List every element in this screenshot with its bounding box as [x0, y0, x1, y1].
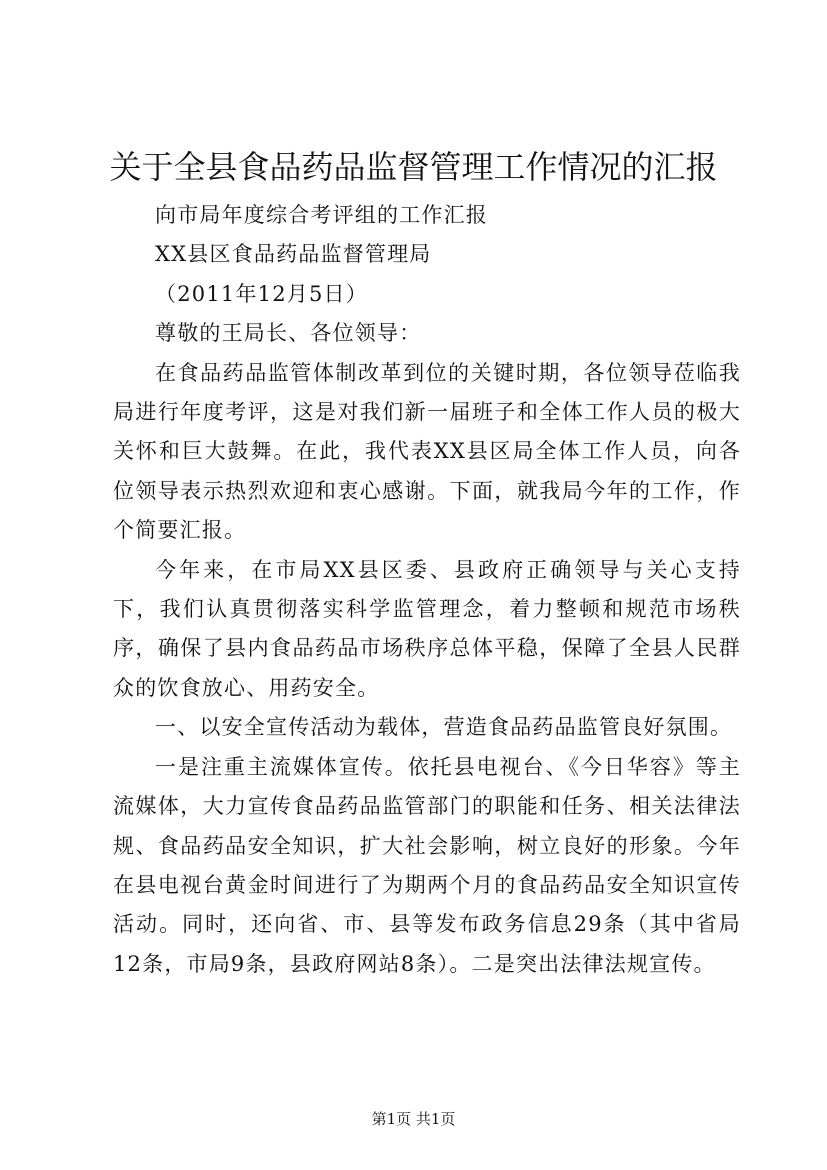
summary-paragraph: 今年来，在市局XX县区委、县政府正确领导与关心支持下，我们认真贯彻落实科学监管理念，着力整顿和规范市场秩序，确保了县内食品药品市场秩序总体平稳，保障了全县人民群众的饮食放心、用药安全。 [113, 557, 741, 700]
intro-paragraph: 在食品药品监管体制改革到位的关键时期，各位领导莅临我局进行年度考评，这是对我们新一届班子和全体工作人员的极大关怀和巨大鼓舞。在此，我代表XX县区局全体工作人员，向各位领导表示热烈欢迎和衷心感谢。下面，就我局今年的工作，作个简要汇报。 [113, 360, 741, 543]
document-body [113, 196, 741, 984]
page-footer: 第1页 共1页 [371, 1110, 456, 1128]
media-paragraph: 一是注重主流媒体宣传。依托县电视台、《今日华容》等主流媒体，大力宣传食品药品监管部门的职能和任务、相关法律法规、食品药品安全知识，扩大社会影响，树立良好的形象。今年在县电视台黄金时间进行了为期两个月的食品药品安全知识宣传活动。同时，还向省、市、县等发布政务信息29条（其中省局12条，市局9条，县政府网站8条）。二是突出法律法规宣传。 [113, 754, 741, 976]
subtitle-paragraph: 向市局年度综合考评组的工作汇报 [155, 203, 488, 227]
date-paragraph: （2011年12月5日） [155, 281, 368, 306]
issuer-paragraph: XX县区食品药品监督管理局 [155, 242, 432, 267]
document-title: 关于全县食品药品监督管理工作情况的汇报 [109, 148, 718, 186]
section-heading-paragraph: 一、以安全宣传活动为载体，营造食品药品监管良好氛围。 [155, 715, 733, 740]
salutation-paragraph: 尊敬的王局长、各位领导： [155, 321, 422, 346]
